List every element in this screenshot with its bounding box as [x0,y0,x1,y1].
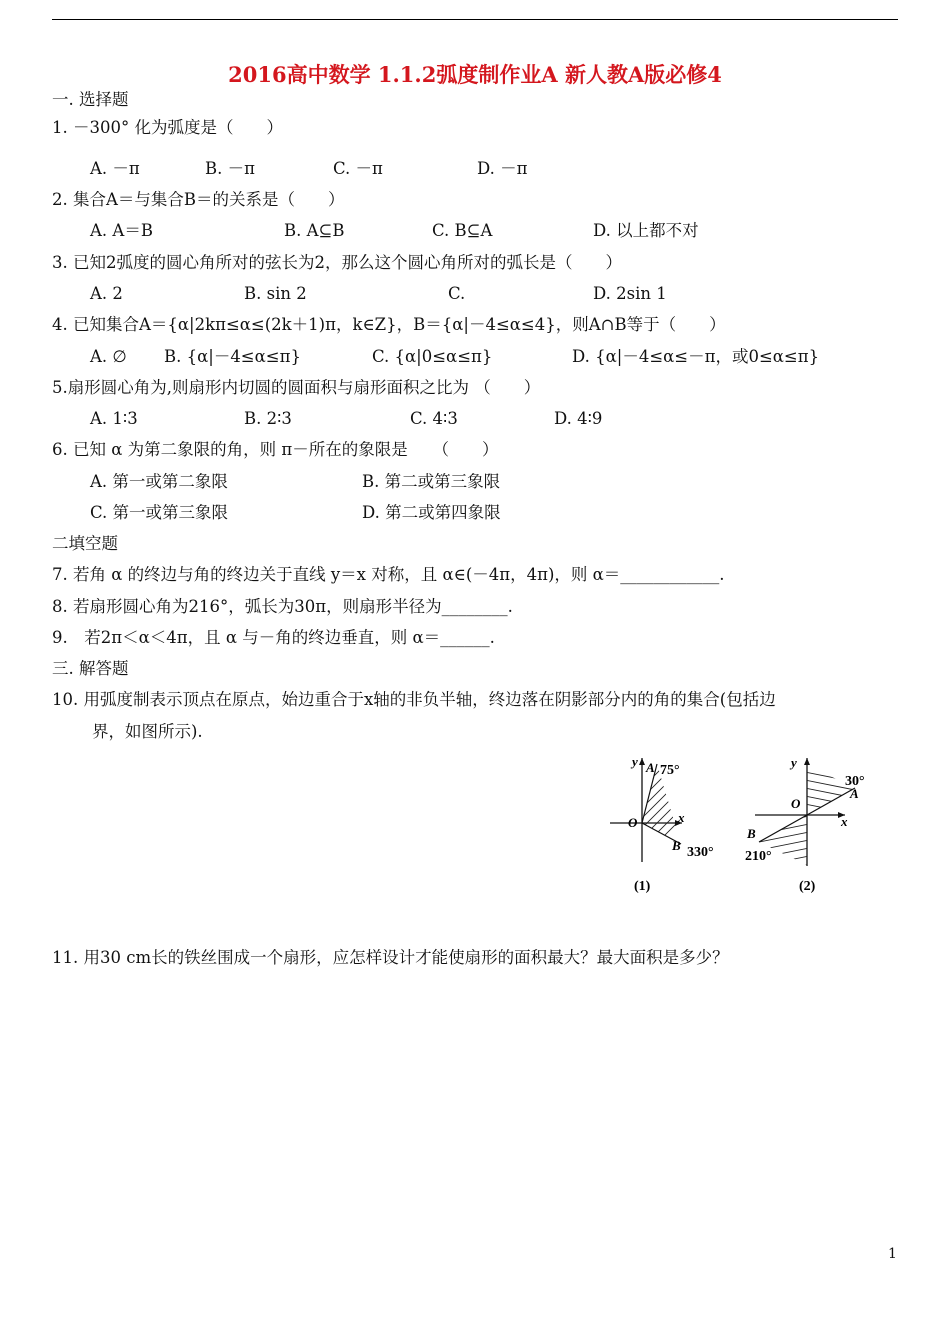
q2-option-c: C. B⊆A [432,221,493,240]
q5-stem: 5.扇形圆心角为,则扇形内切圆的圆面积与扇形面积之比为 （ ） [52,378,541,397]
q3-stem: 3. 已知2弧度的圆心角所对的弦长为2，那么这个圆心角所对的弧长是（ ） [52,253,622,272]
q3-option-a: A. 2 [90,284,123,303]
figure-2 [735,750,885,900]
q3-option-d: D. 2sin 1 [593,284,667,303]
q10-line2: 界，如图所示). [92,722,203,741]
q1-stem: 1. －300° 化为弧度是（ ） [52,118,283,137]
q1-option-b: B. －π [205,159,255,178]
fig2-x-label: x [841,814,848,829]
q5-option-b: B. 2∶3 [244,409,292,428]
q2-option-d: D. 以上都不对 [593,221,699,240]
q5-option-c: C. 4∶3 [410,409,458,428]
fig1-x-label: x [678,810,685,825]
page-number: 1 [888,1246,897,1262]
q3-option-c: C. [448,284,466,303]
q4-option-b: B. {α|－4≤α≤π} [164,347,301,366]
q10-line1: 10. 用弧度制表示顶点在原点，始边重合于x轴的非负半轴，终边落在阴影部分内的角的集合(包括边 [52,690,776,709]
figure-1 [600,750,730,900]
page-title: 2016高中数学 1.1.2弧度制作业A 新人教A版必修4 [228,62,722,87]
q11: 11. 用30 cm长的铁丝围成一个扇形，应怎样设计才能使扇形的面积最大？最大面积是多少？ [52,948,729,967]
fig1-b-label: B [672,838,681,853]
q6-option-b: B. 第二或第三象限 [362,472,501,491]
header-rule [52,19,898,20]
fig2-origin-label: O [791,796,801,811]
q6-option-d: D. 第二或第四象限 [362,503,501,522]
q6-stem: 6. 已知 α 为第二象限的角，则 π－所在的象限是 （ ） [52,440,499,459]
fig1-a-label: A [646,760,655,775]
q7: 7. 若角 α 的终边与角的终边关于直线 y＝x 对称，且 α∈(－4π，4π)，则 α＝____________. [52,565,725,584]
fig2-b-label: B [747,826,756,841]
q3-option-b: B. sin 2 [244,284,307,303]
fig2-angle-a: 30° [845,774,865,789]
q4-option-a: A. ∅ [90,347,127,366]
q1-option-a: A. －π [90,159,140,178]
q4-option-d: D. {α|－4≤α≤－π，或0≤α≤π} [572,347,820,366]
section-choice: 一. 选择题 [52,90,129,109]
q1-option-c: C. －π [333,159,383,178]
q6-option-c: C. 第一或第三象限 [90,503,229,522]
q1-option-d: D. －π [477,159,528,178]
fig2-caption: (2) [799,879,816,894]
q4-stem: 4. 已知集合A＝{α|2kπ≤α≤(2k＋1)π，k∈Z}，B＝{α|－4≤α≤4}，则A∩B等于（ ） [52,315,726,334]
q5-option-a: A. 1∶3 [90,409,138,428]
q8: 8. 若扇形圆心角为216°，弧长为30π，则扇形半径为________. [52,597,513,616]
q2-option-b: B. A⊆B [284,221,345,240]
fig1-origin-label: O [628,815,638,830]
q2-option-a: A. A＝B [90,221,153,240]
fig1-y-label: y [632,754,638,769]
q6-option-a: A. 第一或第二象限 [90,472,228,491]
section-fill-blank: 二填空题 [52,534,118,553]
q5-option-d: D. 4∶9 [554,409,603,428]
fig1-angle-a: 75° [660,763,680,778]
fig1-angle-b: 330° [687,845,714,860]
q2-stem: 2. 集合A＝与集合B＝的关系是（ ） [52,190,345,209]
q9: 9. 若2π＜α＜4π，且 α 与－角的终边垂直，则 α＝______. [52,628,495,647]
q4-option-c: C. {α|0≤α≤π} [372,347,493,366]
fig2-y-label: y [791,755,797,770]
fig2-angle-b: 210° [745,849,772,864]
fig2-a-label: A [850,786,859,801]
fig1-caption: (1) [634,879,651,894]
section-answer: 三. 解答题 [52,659,129,678]
